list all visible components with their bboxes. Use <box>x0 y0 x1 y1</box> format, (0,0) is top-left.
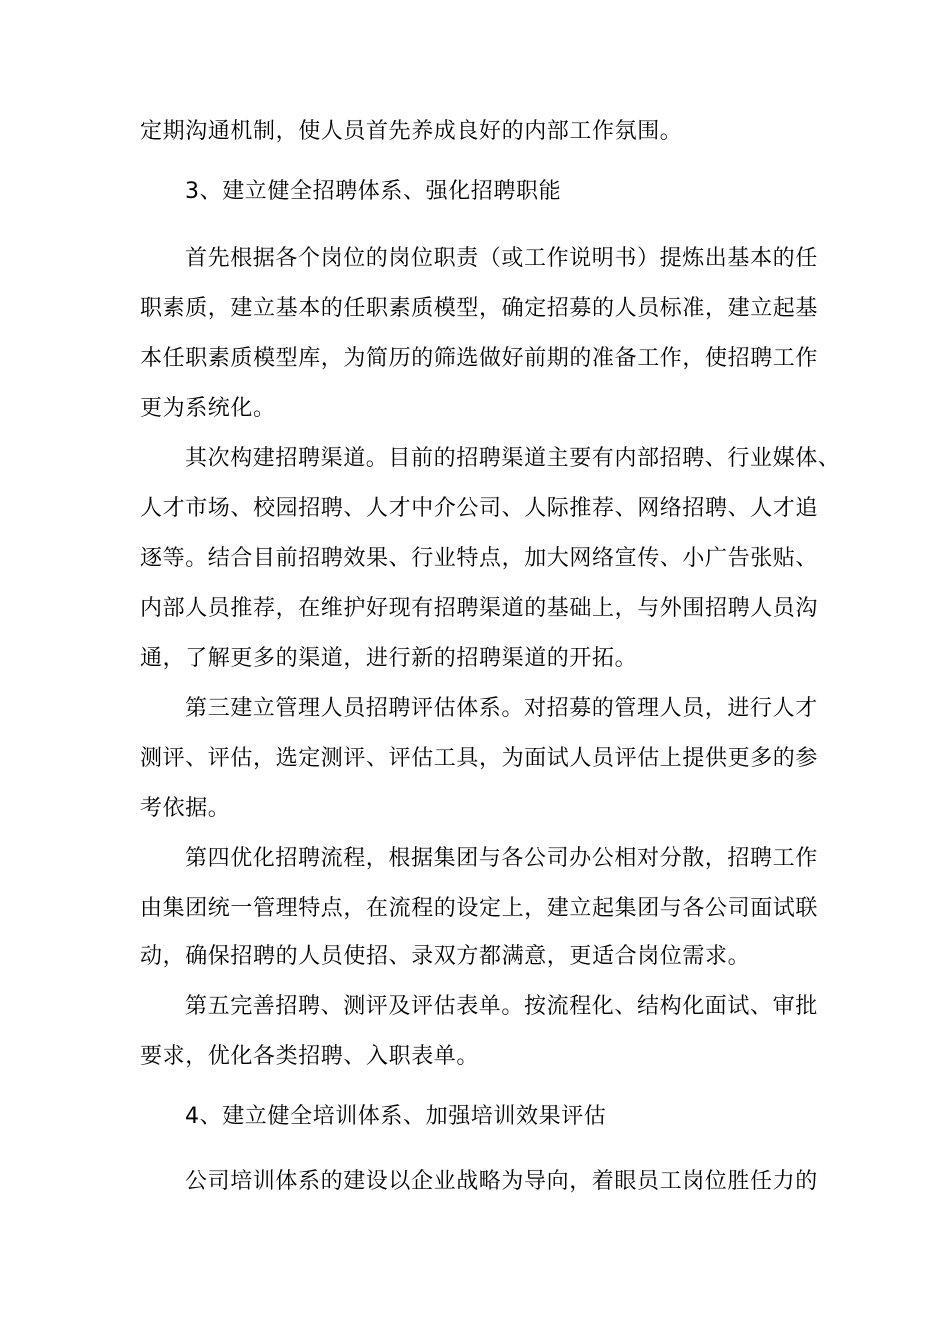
paragraph-line: 要求，优化各类招聘、入职表单。 <box>140 1044 480 1069</box>
paragraph-line: 由集团统一管理特点，在流程的设定上，建立起集团与各公司面试联 <box>140 896 819 921</box>
paragraph-line: 逐等。结合目前招聘效果、行业特点，加大网络宣传、小广告张贴、 <box>140 546 819 571</box>
paragraph-line: 第四优化招聘流程，根据集团与各公司办公相对分散，招聘工作 <box>185 846 818 871</box>
paragraph-line: 首先根据各个岗位的岗位职责（或工作说明书）提炼出基本的任 <box>185 246 818 271</box>
paragraph-line: 更为系统化。 <box>140 396 276 421</box>
paragraph-line: 职素质，建立基本的任职素质模型，确定招募的人员标准，建立起基 <box>140 296 819 321</box>
section-heading-4: 4、建立健全培训体系、加强培训效果评估 <box>185 1104 607 1129</box>
paragraph-line: 其次构建招聘渠道。目前的招聘渠道主要有内部招聘、行业媒体、 <box>185 446 841 471</box>
section-heading-3: 3、建立健全招聘体系、强化招聘职能 <box>185 179 562 204</box>
paragraph-line: 动，确保招聘的人员使招、录双方都满意，更适合岗位需求。 <box>140 944 751 969</box>
paragraph-line: 通，了解更多的渠道，进行新的招聘渠道的开拓。 <box>140 646 638 671</box>
paragraph-line: 考依据。 <box>140 796 231 821</box>
paragraph-line: 第五完善招聘、测评及评估表单。按流程化、结构化面试、审批 <box>185 994 818 1019</box>
paragraph-line: 内部人员推荐，在维护好现有招聘渠道的基础上，与外围招聘人员沟 <box>140 596 819 621</box>
paragraph-line: 第三建立管理人员招聘评估体系。对招募的管理人员，进行人才 <box>185 696 818 721</box>
paragraph-line: 测评、评估，选定测评、评估工具，为面试人员评估上提供更多的参 <box>140 746 819 771</box>
paragraph-line: 本任职素质模型库，为简历的筛选做好前期的准备工作，使招聘工作 <box>140 346 819 371</box>
paragraph-line: 公司培训体系的建设以企业战略为导向，着眼员工岗位胜任力的 <box>185 1169 818 1194</box>
paragraph-line: 人才市场、校园招聘、人才中介公司、人际推荐、网络招聘、人才追 <box>140 496 819 521</box>
paragraph-line: 定期沟通机制，使人员首先养成良好的内部工作氛围。 <box>140 119 683 144</box>
